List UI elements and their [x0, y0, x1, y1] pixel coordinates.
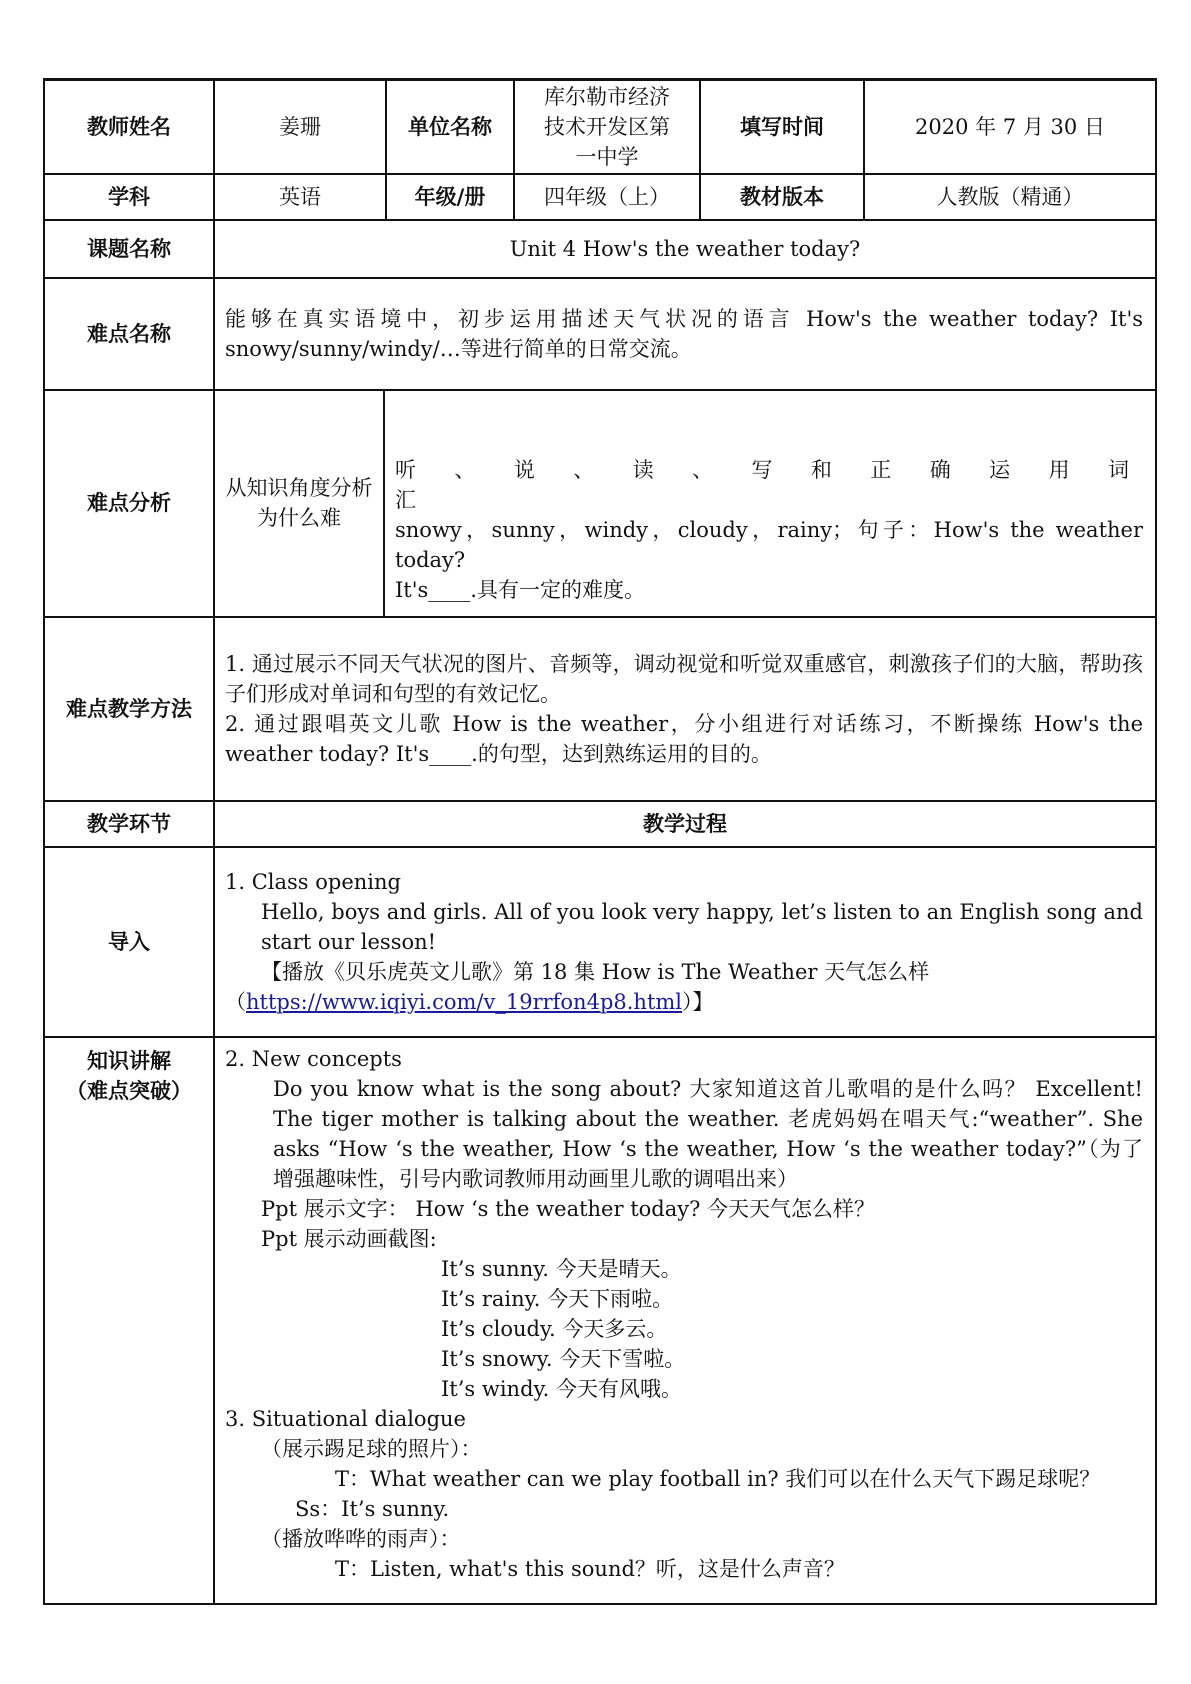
subject-label: 学科	[44, 174, 214, 220]
date-value: 2020 年 7 月 30 日	[864, 80, 1156, 174]
link-open-paren: （	[225, 989, 246, 1014]
difficulty-text: 能够在真实语境中，初步运用描述天气状况的语言 How's the weather today? It's snowy/sunny/windy/…等进行简单的日常交流。	[214, 278, 1156, 390]
unit-line-2: 技术开发区第	[544, 114, 670, 139]
topic-value: Unit 4 How's the weather today?	[214, 220, 1156, 278]
intro-label: 导入	[44, 847, 214, 1037]
row-topic	[44, 220, 1156, 278]
row-knowledge	[44, 1037, 1156, 1605]
unit-line-1: 库尔勒市经济	[544, 84, 670, 109]
analysis-line-2: snowy，sunny，windy，cloudy，rainy；句子：How's the weather today?	[395, 517, 1143, 572]
row-difficulty	[44, 278, 1156, 390]
topic-label: 课题名称	[44, 220, 214, 278]
intro-paragraph-2: 【播放《贝乐虎英文儿歌》第 18 集 How is The Weather 天气怎么样	[261, 959, 930, 984]
intro-text	[214, 847, 1156, 1037]
lesson-plan-table	[43, 78, 1157, 1605]
intro-item-title: 1. Class opening	[225, 869, 401, 894]
difficulty-label: 难点名称	[44, 278, 214, 390]
unit-label: 单位名称	[386, 80, 514, 174]
row-analysis	[44, 390, 1156, 617]
row-intro	[44, 847, 1156, 1037]
knowledge-label-line-1: 知识讲解	[87, 1048, 171, 1073]
dialogue-step-5: T：Listen, what's this sound？听，这是什么声音？	[335, 1556, 845, 1581]
knowledge-item-3: 3. Situational dialogue	[225, 1406, 466, 1431]
analysis-sub-label: 从知识角度分析为什么难	[215, 391, 385, 616]
video-link[interactable]: https://www.iqiyi.com/v_19rrfon4p8.html	[246, 989, 683, 1014]
ppt-line-2: Ppt 展示动画截图:	[261, 1226, 437, 1251]
method-paragraph-2: 2. 通过跟唱英文儿歌 How is the weather，分小组进行对话练习，不断操练 How's the weather today? It's____.的句型，达到熟练运用的目的。	[225, 711, 1143, 766]
dialogue-step-2: T：What weather can we play football in? 我们可以在什么天气下踢足球呢？	[335, 1466, 1101, 1491]
edition-value: 人教版（精通）	[864, 174, 1156, 220]
analysis-line-1: 听 、 说 、 读 、 写 和 正 确 运 用 词 汇	[395, 457, 1143, 512]
grade-value: 四年级（上）	[514, 174, 700, 220]
method-label: 难点教学方法	[44, 617, 214, 801]
intro-link-line	[225, 987, 1143, 1017]
weather-rainy: It’s rainy. 今天下雨啦。	[441, 1286, 674, 1311]
weather-cloudy: It’s cloudy. 今天多云。	[441, 1316, 668, 1341]
analysis-label: 难点分析	[44, 390, 214, 617]
knowledge-label-line-2: （难点突破）	[66, 1078, 192, 1103]
analysis-text	[385, 391, 1155, 616]
row-method	[44, 617, 1156, 801]
dialogue-step-4: （播放哗哗的雨声）：	[261, 1526, 461, 1551]
teacher-value: 姜珊	[214, 80, 386, 174]
edition-label: 教材版本	[700, 174, 864, 220]
knowledge-label	[44, 1037, 214, 1605]
weather-snowy: It’s snowy. 今天下雪啦。	[441, 1346, 686, 1371]
knowledge-text	[214, 1037, 1156, 1605]
row-process-header	[44, 801, 1156, 847]
method-paragraph-1: 1. 通过展示不同天气状况的图片、音频等，调动视觉和听觉双重感官，刺激孩子们的大脑，帮助孩子们形成对单词和句型的有效记忆。	[225, 651, 1143, 706]
teacher-label: 教师姓名	[44, 80, 214, 174]
weather-windy: It’s windy. 今天有风哦。	[441, 1376, 682, 1401]
method-text	[214, 617, 1156, 801]
dialogue-step-1: （展示踢足球的照片）：	[261, 1436, 482, 1461]
unit-value	[514, 80, 700, 174]
knowledge-paragraph-1: Do you know what is the song about? 大家知道这首儿歌唱的是什么吗？ Excellent! The tiger mother is talking about the weather. 老虎妈妈在唱天气:“weather”. She asks “How ‘s the weather, How ‘s the weather, How ‘s the weather today?”（为了增强趣味性，引号内歌词教师用动画里儿歌的调唱出来）	[273, 1076, 1143, 1191]
dialogue-step-3: Ss：It’s sunny.	[295, 1496, 450, 1521]
link-close-paren: ）】	[682, 989, 714, 1014]
process-label: 教学过程	[214, 801, 1156, 847]
subject-value: 英语	[214, 174, 386, 220]
analysis-line-3: It's____.具有一定的难度。	[395, 577, 645, 602]
weather-sunny: It’s sunny. 今天是晴天。	[441, 1256, 682, 1281]
knowledge-item-2: 2. New concepts	[225, 1046, 402, 1071]
row-teacher	[44, 80, 1156, 174]
ppt-line-1: Ppt 展示文字： How ‘s the weather today? 今天天气怎么样？	[261, 1196, 876, 1221]
lesson-plan-sheet	[43, 78, 1155, 1605]
grade-label: 年级/册	[386, 174, 514, 220]
date-label: 填写时间	[700, 80, 864, 174]
unit-line-3: 一中学	[575, 144, 639, 169]
intro-paragraph-1: Hello, boys and girls. All of you look very happy, let’s listen to an English song and start our lesson!	[261, 899, 1143, 954]
row-subject	[44, 174, 1156, 220]
process-stage-label: 教学环节	[44, 801, 214, 847]
